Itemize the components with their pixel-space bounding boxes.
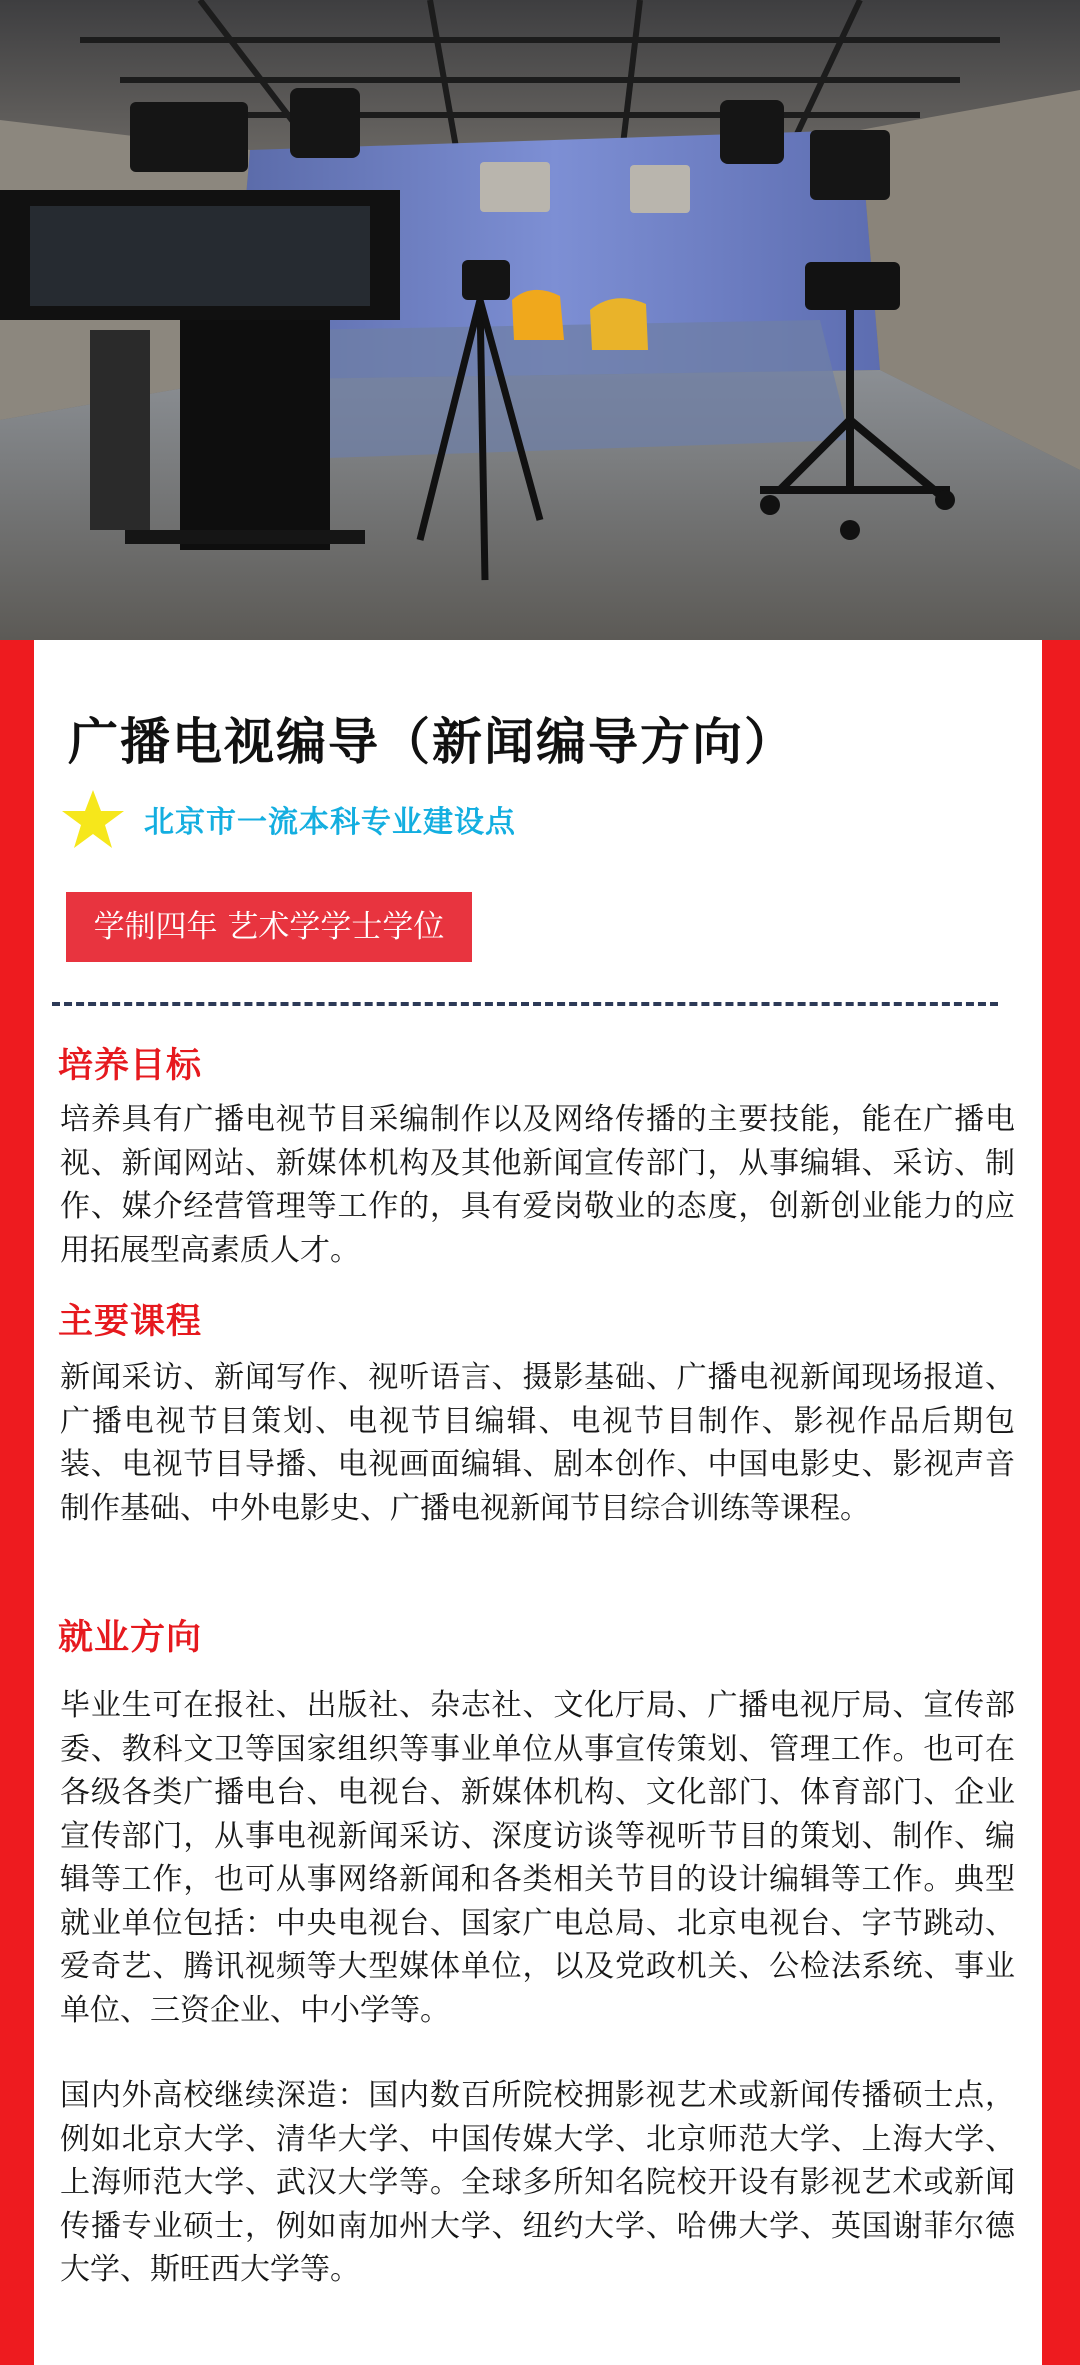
career-paragraph-2: 国内外高校继续深造：国内数百所院校拥影视艺术或新闻传播硕士点，例如北京大学、清华大学、中国传媒大学、北京师范大学、上海大学、上海师范大学、武汉大学等。全球多所知名院校开设有影视艺术或新闻传播专业硕士，例如南加州大学、纽约大学、哈佛大学、英国谢菲尔德大学、斯旺西大学等。 [60, 2078, 1015, 2287]
dashed-divider [52, 1002, 998, 1006]
studio-photo-illustration [0, 0, 1080, 640]
section-heading-main-courses: 主要课程 [58, 1302, 203, 1342]
main-courses-paragraph: 新闻采访、新闻写作、视听语言、摄影基础、广播电视新闻现场报道、广播电视节目策划、电视节目编辑、电视节目制作、影视作品后期包装、电视节目导播、电视画面编辑、剧本创作、中国电影史、影视声音制作基础、中外电影史、广播电视新闻节目综合训练等课程。 [60, 1360, 1015, 1526]
section-heading-career: 就业方向 [58, 1618, 203, 1658]
page-title: 广播电视编导（新闻编导方向） [68, 713, 796, 771]
right-red-border [1042, 640, 1080, 2365]
left-red-border [0, 640, 34, 2365]
training-goal-paragraph: 培养具有广播电视节目采编制作以及网络传播的主要技能，能在广播电视、新闻网站、新媒体机构及其他新闻宣传部门，从事编辑、采访、制作、媒介经营管理等工作的，具有爱岗敬业的态度，创新创业能力的应用拓展型高素质人才。 [60, 1102, 1015, 1268]
section-heading-training-goal: 培养目标 [58, 1046, 203, 1086]
star-icon [60, 788, 126, 850]
studio-photo [0, 0, 1080, 640]
tagline-text: 北京市一流本科专业建设点 [144, 805, 516, 840]
career-paragraph-1: 毕业生可在报社、出版社、杂志社、文化厅局、广播电视厅局、宣传部委、教科文卫等国家组织等事业单位从事宣传策划、管理工作。也可在各级各类广播电台、电视台、新媒体机构、文化部门、体育部门、企业宣传部门，从事电视新闻采访、深度访谈等视听节目的策划、制作、编辑等工作，也可从事网络新闻和各类相关节目的设计编辑等工作。典型就业单位包括：中央电视台、国家广电总局、北京电视台、字节跳动、爱奇艺、腾讯视频等大型媒体单位，以及党政机关、公检法系统、事业单位、三资企业、中小学等。 [60, 1688, 1015, 2028]
degree-badge: 学制四年 艺术学学士学位 [66, 892, 472, 962]
tagline-row [60, 784, 516, 854]
